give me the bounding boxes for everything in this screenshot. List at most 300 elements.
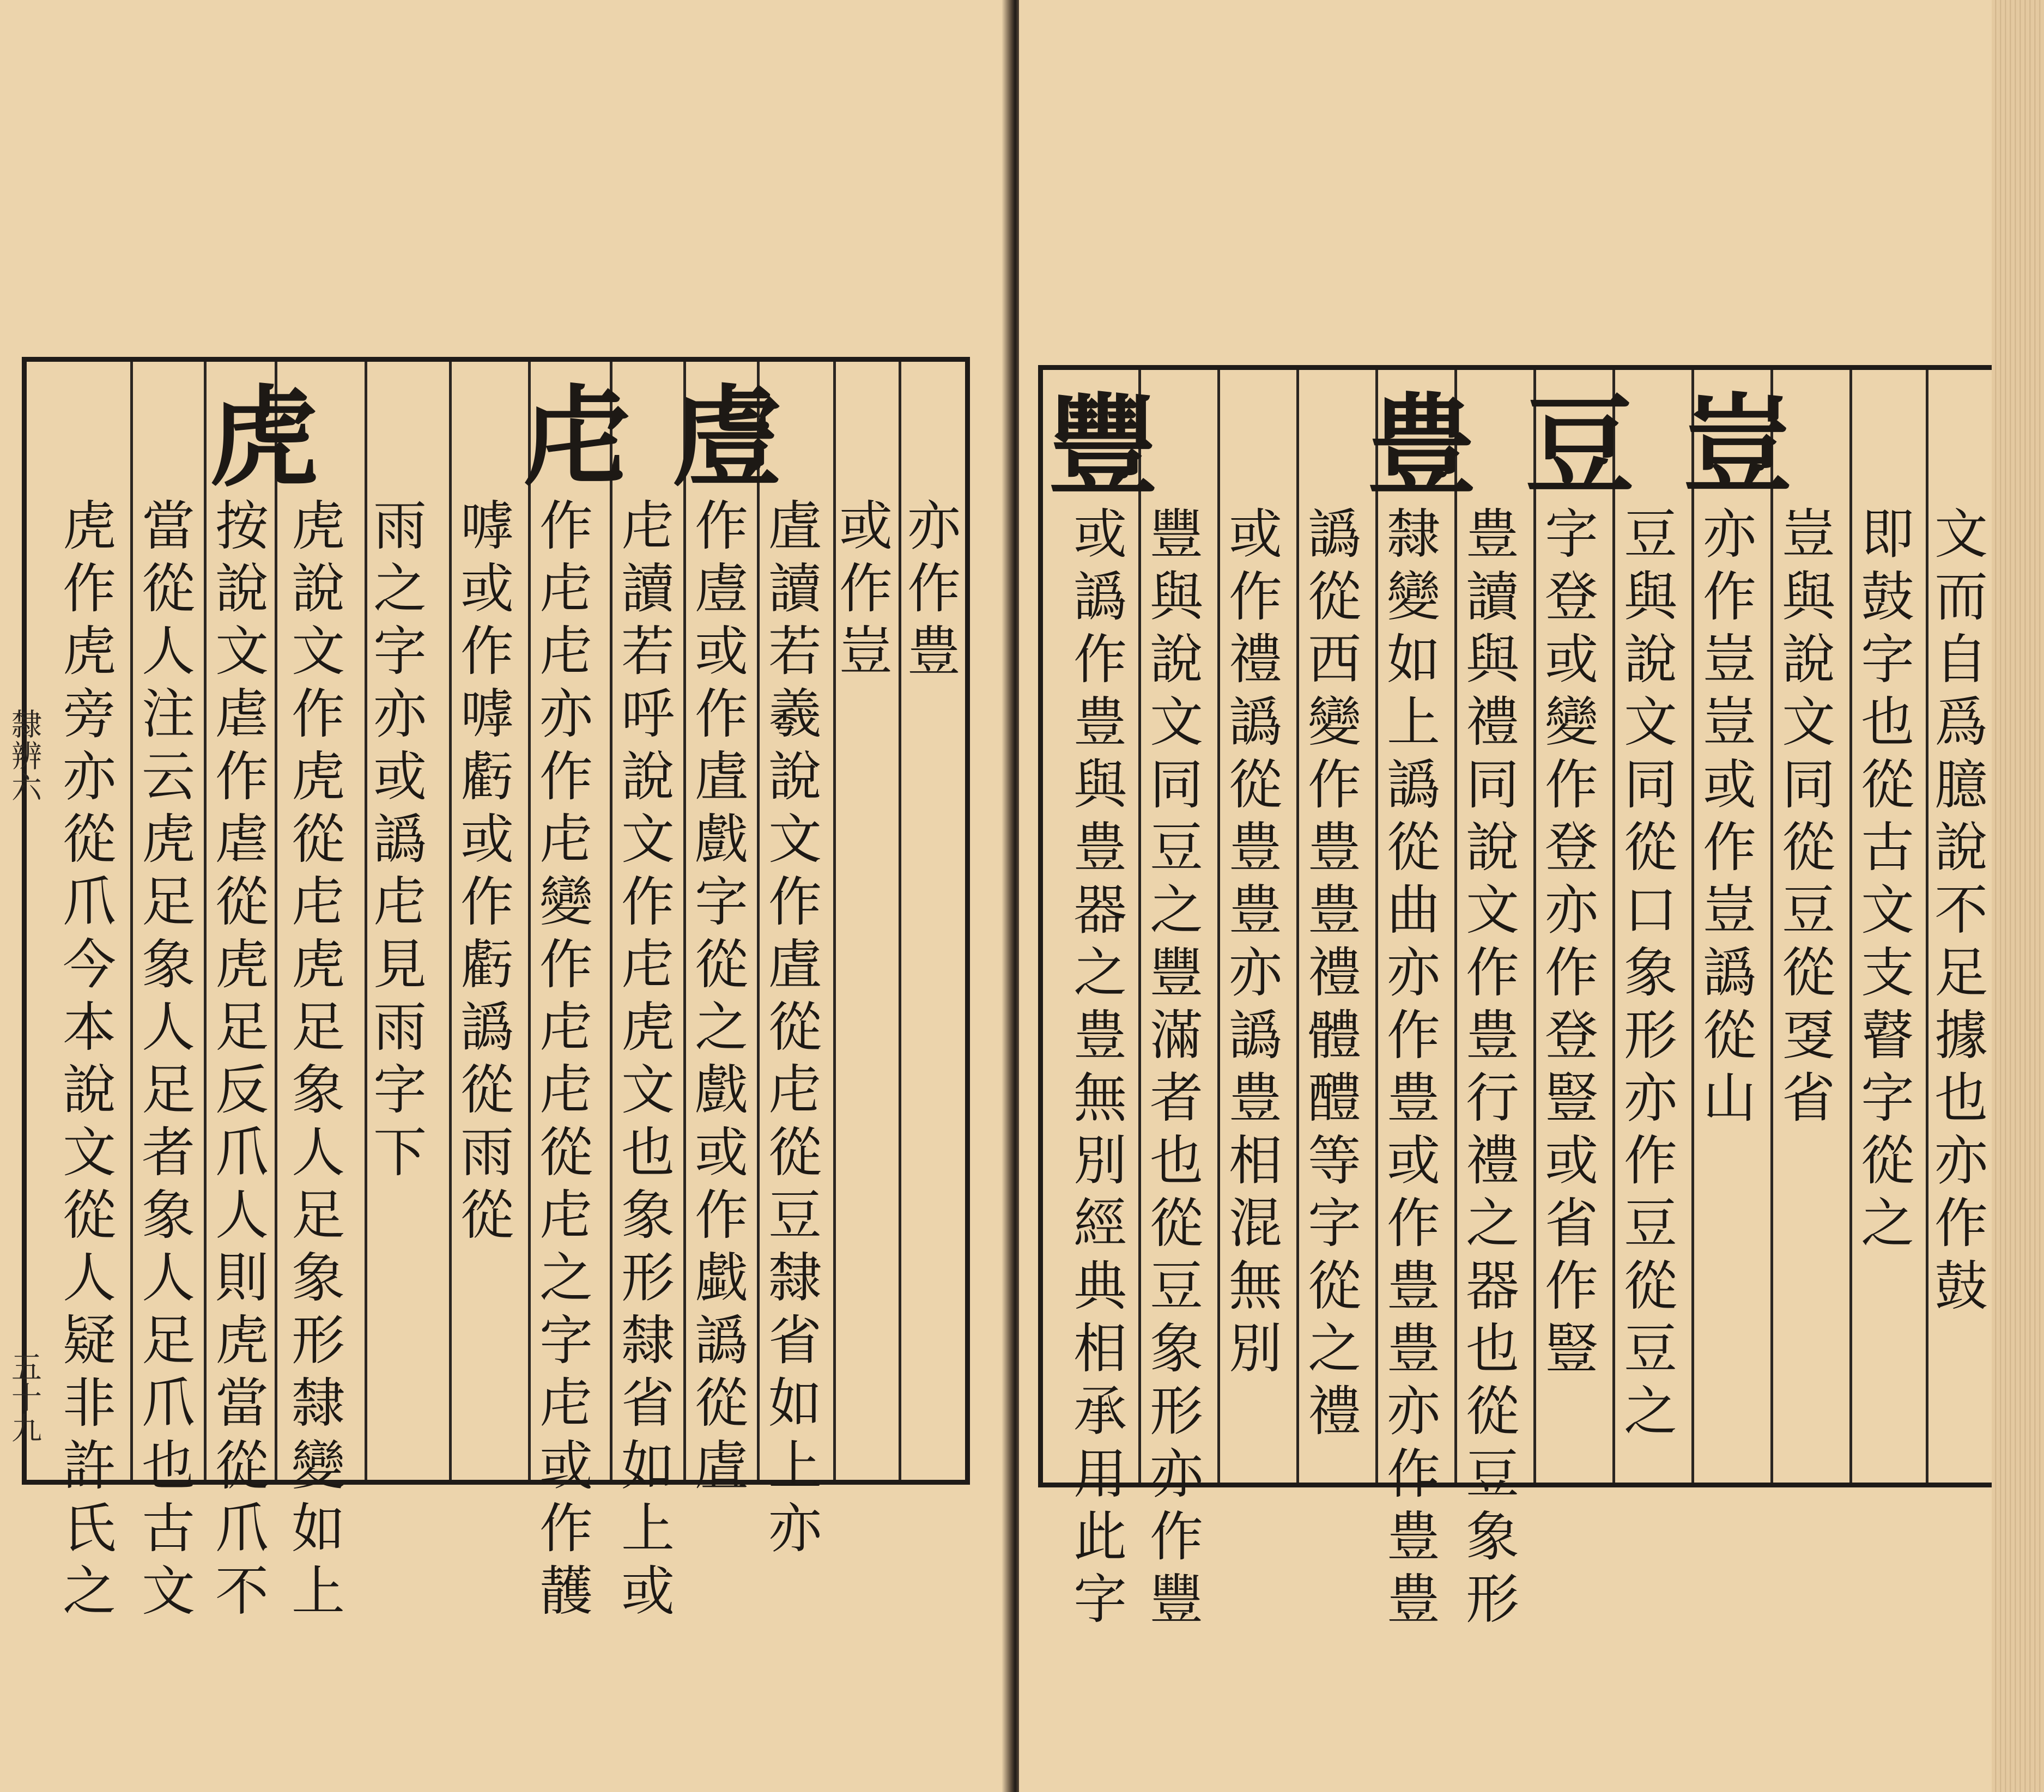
glyph: 作 [1544,1255,1598,1317]
glyph: 豐 [1149,503,1203,566]
glyph: 說 [1465,817,1519,879]
glyph: 說 [621,746,675,808]
glyph: 登 [1544,817,1598,879]
text-column [138,495,198,1623]
glyph: 上 [621,1498,675,1560]
column-rule [449,362,452,1480]
glyph: 字 [1860,629,1914,691]
glyph: 作 [1149,1506,1203,1568]
glyph: 豈 [839,621,893,683]
column-rule [204,362,207,1480]
glyph: 之 [1465,1193,1519,1255]
glyph: 作 [539,495,593,557]
glyph: 戱 [694,1247,748,1309]
glyph: 典 [1073,1255,1127,1317]
glyph: 豊 [1386,1569,1440,1631]
glyph: 說 [62,1059,116,1121]
glyph: 或 [460,809,514,871]
glyph: 字 [373,1059,427,1121]
headword-xi [664,373,790,503]
glyph: 字 [1544,503,1598,566]
text-column [1779,503,1839,1130]
glyph: 文 [291,621,345,683]
glyph: 相 [1228,1130,1282,1192]
glyph: 或 [694,1122,748,1184]
glyph: 與 [1149,566,1203,628]
column-rule [1612,370,1615,1483]
glyph: 豆 [1623,503,1677,566]
glyph: 戲 [694,809,748,871]
glyph: 若 [768,621,822,683]
left-side-label: 隸辨六 [7,708,42,803]
glyph: 或 [839,495,893,557]
glyph: 如 [1386,629,1440,691]
glyph: 虎 [621,997,675,1059]
glyph: 云 [141,746,195,808]
text-column [1542,503,1602,1381]
glyph: 從 [1702,1005,1756,1067]
glyph: 鼓 [1860,566,1914,628]
text-column [836,495,896,683]
glyph: 之 [1623,1381,1677,1443]
glyph: 古 [141,1498,195,1560]
glyph: 作 [460,621,514,683]
glyph: 作 [768,871,822,933]
glyph: 虍 [373,871,427,933]
glyph: 文 [1465,879,1519,941]
glyph: 從 [768,997,822,1059]
glyph: 注 [141,683,195,745]
glyph: 從 [1623,817,1677,879]
column-rule [1849,370,1852,1483]
glyph: 譌 [1228,691,1282,754]
headword-li [1359,381,1484,512]
glyph: 虘 [768,934,822,996]
glyph: 按 [215,495,269,557]
glyph: 從 [539,1122,593,1184]
glyph: 從 [1860,1130,1914,1192]
glyph: 作 [1386,1005,1440,1067]
glyph: 或 [1073,503,1127,566]
column-rule [1217,370,1220,1483]
glyph: 作 [1386,1443,1440,1505]
glyph: 非 [62,1372,116,1435]
glyph: 人 [215,1184,269,1247]
glyph: 虘 [694,746,748,808]
glyph: 豆 [768,1184,822,1247]
glyph: 字 [373,621,427,683]
glyph: 爪 [215,1498,269,1560]
glyph: 不 [215,1560,269,1623]
glyph: 與 [1465,629,1519,691]
glyph: 反 [215,1059,269,1121]
glyph: 從 [1860,754,1914,816]
glyph: 虎 [62,621,116,683]
glyph: 作 [539,1498,593,1560]
glyph: 作 [1702,566,1756,628]
glyph: 滿 [1149,1005,1203,1067]
glyph: 作 [1544,942,1598,1004]
glyph: 而 [1934,566,1988,628]
glyph: 亦 [1228,942,1282,1004]
glyph: 形 [1149,1381,1203,1443]
glyph: 從 [460,1184,514,1247]
glyph: 虎 [291,746,345,808]
glyph: 從 [768,1122,822,1184]
glyph: 無 [1073,1067,1127,1129]
glyph: 豐 [1149,942,1203,1004]
glyph: 上 [1386,691,1440,754]
glyph: 變 [1386,566,1440,628]
column-rule [1691,370,1694,1483]
glyph: 虍 [539,1184,593,1247]
glyph: 爪 [62,871,116,933]
left-frame [22,357,970,1623]
column-rule [130,362,133,1480]
glyph: 豊 [1228,879,1282,941]
glyph: 作 [1307,754,1361,816]
glyph: 豆 [1623,1193,1677,1255]
headword-char: 豆 [1525,382,1634,510]
glyph: 豊 [1073,817,1127,879]
glyph: 人 [291,1122,345,1184]
glyph: 讀 [1465,566,1519,628]
glyph: 之 [1307,1318,1361,1380]
glyph: 即 [1860,503,1914,566]
glyph: 雨 [460,1122,514,1184]
text-column [1147,503,1206,1631]
column-rule [365,362,367,1480]
glyph: 如 [291,1498,345,1560]
glyph: 亦 [1149,1443,1203,1505]
glyph: 字 [1307,1193,1361,1255]
glyph: 器 [1073,879,1127,941]
glyph: 文 [62,1122,116,1184]
glyph: 相 [1073,1318,1127,1380]
headword-char: 豊 [1367,382,1476,510]
glyph: 作 [539,746,593,808]
glyph: 亦 [1934,1130,1988,1192]
glyph: 虍 [291,871,345,933]
text-column [1700,503,1760,1130]
glyph: 字 [694,871,748,933]
glyph: 豈 [1702,879,1756,941]
headword-char: 豈 [1683,382,1792,510]
glyph: 或 [621,1560,675,1623]
glyph: 許 [62,1435,116,1497]
glyph: 豊 [1386,1255,1440,1317]
glyph: 豊 [1465,1005,1519,1067]
column-rule [1770,370,1773,1483]
text-column [1621,503,1681,1443]
left-page [0,0,1011,1792]
glyph: 從 [291,809,345,871]
glyph: 讀 [768,558,822,620]
glyph: 虍 [539,809,593,871]
glyph: 字 [539,1310,593,1372]
glyph: 文 [768,809,822,871]
glyph: 作 [839,558,893,620]
glyph: 豊 [1386,1067,1440,1129]
glyph: 足 [141,1310,195,1372]
text-column [536,495,596,1623]
glyph: 之 [1073,942,1127,1004]
headword-dou [1517,381,1642,512]
glyph: 鼓 [1934,1255,1988,1317]
glyph: 虍 [621,934,675,996]
glyph: 從 [1465,1381,1519,1443]
glyph: 虍 [539,621,593,683]
glyph: 字 [1860,1067,1914,1129]
text-column [904,495,964,683]
text-column [1305,503,1364,1443]
glyph: 之 [62,1560,116,1623]
glyph: 豊 [1386,1506,1440,1568]
glyph: 作 [1702,817,1756,879]
glyph: 文 [215,621,269,683]
column-rule [610,362,612,1480]
glyph: 說 [1934,817,1988,879]
glyph: 省 [1544,1193,1598,1255]
glyph: 虐 [215,683,269,745]
glyph: 本 [62,997,116,1059]
right-page [1019,0,2044,1792]
headword-hu-radical [514,373,640,503]
glyph: 旁 [62,683,116,745]
glyph: 據 [1934,1005,1988,1067]
glyph: 從 [1386,817,1440,879]
glyph: 別 [1073,1130,1127,1192]
glyph: 支 [1860,942,1914,1004]
glyph: 西 [1307,629,1361,691]
glyph: 虎 [291,934,345,996]
column-rule [1138,370,1141,1483]
glyph: 虍 [539,997,593,1059]
glyph: 豊 [1307,879,1361,941]
column-rule [1533,370,1536,1483]
glyph: 口 [1623,879,1677,941]
glyph: 無 [1228,1255,1282,1317]
glyph: 同 [1465,754,1519,816]
glyph: 亦 [373,683,427,745]
glyph: 作 [291,683,345,745]
glyph: 承 [1073,1381,1127,1443]
glyph: 足 [141,1059,195,1121]
glyph: 虎 [215,1310,269,1372]
glyph: 說 [1149,629,1203,691]
glyph: 與 [1781,566,1835,628]
glyph: 也 [621,1122,675,1184]
glyph: 虍 [621,495,675,557]
glyph: 人 [141,997,195,1059]
glyph: 爪 [215,1122,269,1184]
glyph: 省 [621,1372,675,1435]
glyph: 也 [1934,1067,1988,1129]
text-column [765,495,825,1560]
glyph: 禮 [1307,1381,1361,1443]
glyph: 從 [1623,1255,1677,1317]
glyph: 疑 [62,1310,116,1372]
glyph: 從 [1781,817,1835,879]
text-column [1070,503,1130,1631]
glyph: 說 [291,558,345,620]
glyph: 譌 [1386,754,1440,816]
glyph: 虍 [539,1372,593,1435]
glyph: 作 [1228,566,1282,628]
glyph: 雨 [373,495,427,557]
glyph: 或 [694,621,748,683]
text-column [1463,503,1523,1631]
text-column [692,495,751,1498]
headword-char: 虎 [209,374,318,502]
glyph: 豊 [1307,817,1361,879]
glyph: 形 [1623,1005,1677,1067]
glyph: 䨼 [539,1560,593,1623]
glyph: 禮 [1465,1130,1519,1192]
glyph: 豈 [1781,503,1835,566]
glyph: 人 [62,1247,116,1309]
glyph: 與 [1623,566,1677,628]
glyph: 豆 [1149,817,1203,879]
glyph: 豈 [1702,691,1756,754]
glyph: 等 [1307,1130,1361,1192]
glyph: 如 [768,1372,822,1435]
glyph: 豊 [1228,1067,1282,1129]
glyph: 從 [694,1372,748,1435]
glyph: 或 [460,558,514,620]
glyph: 省 [768,1310,822,1372]
glyph: 禮 [1228,629,1282,691]
glyph: 嘑 [460,683,514,745]
glyph: 作 [907,558,961,620]
glyph: 行 [1465,1067,1519,1129]
glyph: 豈 [1702,629,1756,691]
glyph: 作 [694,495,748,557]
glyph: 呼 [621,683,675,745]
glyph: 豊 [1073,691,1127,754]
glyph: 從 [1307,566,1361,628]
glyph: 象 [141,934,195,996]
text-column [618,495,678,1623]
glyph: 之 [373,558,427,620]
headword-char: 䖒 [672,374,781,502]
glyph: 亦 [1386,1381,1440,1443]
glyph: 象 [1623,942,1677,1004]
glyph: 文 [1149,691,1203,754]
glyph: 臆 [1934,754,1988,816]
column-rule [1926,370,1928,1483]
glyph: 㪅 [1781,1005,1835,1067]
headword-qi [1675,381,1800,512]
glyph: 形 [621,1247,675,1309]
column-rule [275,362,277,1480]
glyph: 自 [1934,629,1988,691]
glyph: 譌 [373,809,427,871]
glyph: 則 [215,1247,269,1309]
glyph: 豆 [1149,1255,1203,1317]
glyph: 或 [1386,1130,1440,1192]
glyph: 豎 [1544,1318,1598,1380]
glyph: 虧 [460,934,514,996]
glyph: 從 [215,1435,269,1497]
glyph: 虎 [62,495,116,557]
glyph: 從 [215,871,269,933]
glyph: 作 [694,683,748,745]
glyph: 體 [1307,1005,1361,1067]
glyph: 省 [1781,1067,1835,1129]
glyph: 之 [1149,879,1203,941]
glyph: 豆 [1623,1318,1677,1380]
glyph: 豊 [1386,1318,1440,1380]
glyph: 虍 [539,558,593,620]
glyph: 之 [539,1247,593,1309]
column-rule [1454,370,1457,1483]
glyph: 譌 [1307,503,1361,566]
glyph: 譌 [1702,942,1756,1004]
glyph: 從 [1149,1193,1203,1255]
glyph: 隸 [768,1247,822,1309]
glyph: 隸 [621,1310,675,1372]
glyph: 作 [1623,1130,1677,1192]
glyph: 若 [621,621,675,683]
text-column [288,495,348,1623]
glyph: 此 [1073,1506,1127,1568]
glyph: 豊 [1228,817,1282,879]
glyph: 同 [1623,754,1677,816]
column-rule [683,362,686,1480]
text-column [457,495,517,1247]
glyph: 亦 [907,495,961,557]
glyph: 作 [621,871,675,933]
glyph: 譌 [694,1310,748,1372]
glyph: 爪 [141,1372,195,1435]
glyph: 古 [1860,817,1914,879]
glyph: 虘 [768,495,822,557]
glyph: 文 [621,809,675,871]
glyph: 虧 [460,746,514,808]
column-rule [1296,370,1299,1483]
glyph: 虍 [768,1059,822,1121]
glyph: 經 [1073,1193,1127,1255]
glyph: 亦 [1386,942,1440,1004]
glyph: 者 [141,1122,195,1184]
glyph: 虘 [694,1435,748,1497]
glyph: 用 [1073,1443,1127,1505]
page-edges [1992,0,2044,1792]
text-column [1384,503,1443,1631]
glyph: 或 [1228,503,1282,566]
glyph: 不 [1934,879,1988,941]
glyph: 作 [62,558,116,620]
headword-feng [1040,381,1166,512]
glyph: 或 [1544,1130,1598,1192]
glyph: 亦 [1623,1067,1677,1129]
glyph: 亦 [539,683,593,745]
glyph: 從 [62,1184,116,1247]
glyph: 隸 [1386,503,1440,566]
glyph: 形 [1465,1569,1519,1631]
glyph: 象 [291,1059,345,1121]
column-rule [899,362,901,1480]
right-frame [1038,365,1997,1631]
glyph: 說 [768,746,822,808]
glyph: 豊 [907,621,961,683]
glyph: 從 [141,558,195,620]
glyph: 豆 [1465,1443,1519,1505]
glyph: 文 [1860,879,1914,941]
glyph: 譌 [460,997,514,1059]
glyph: 亦 [768,1498,822,1560]
